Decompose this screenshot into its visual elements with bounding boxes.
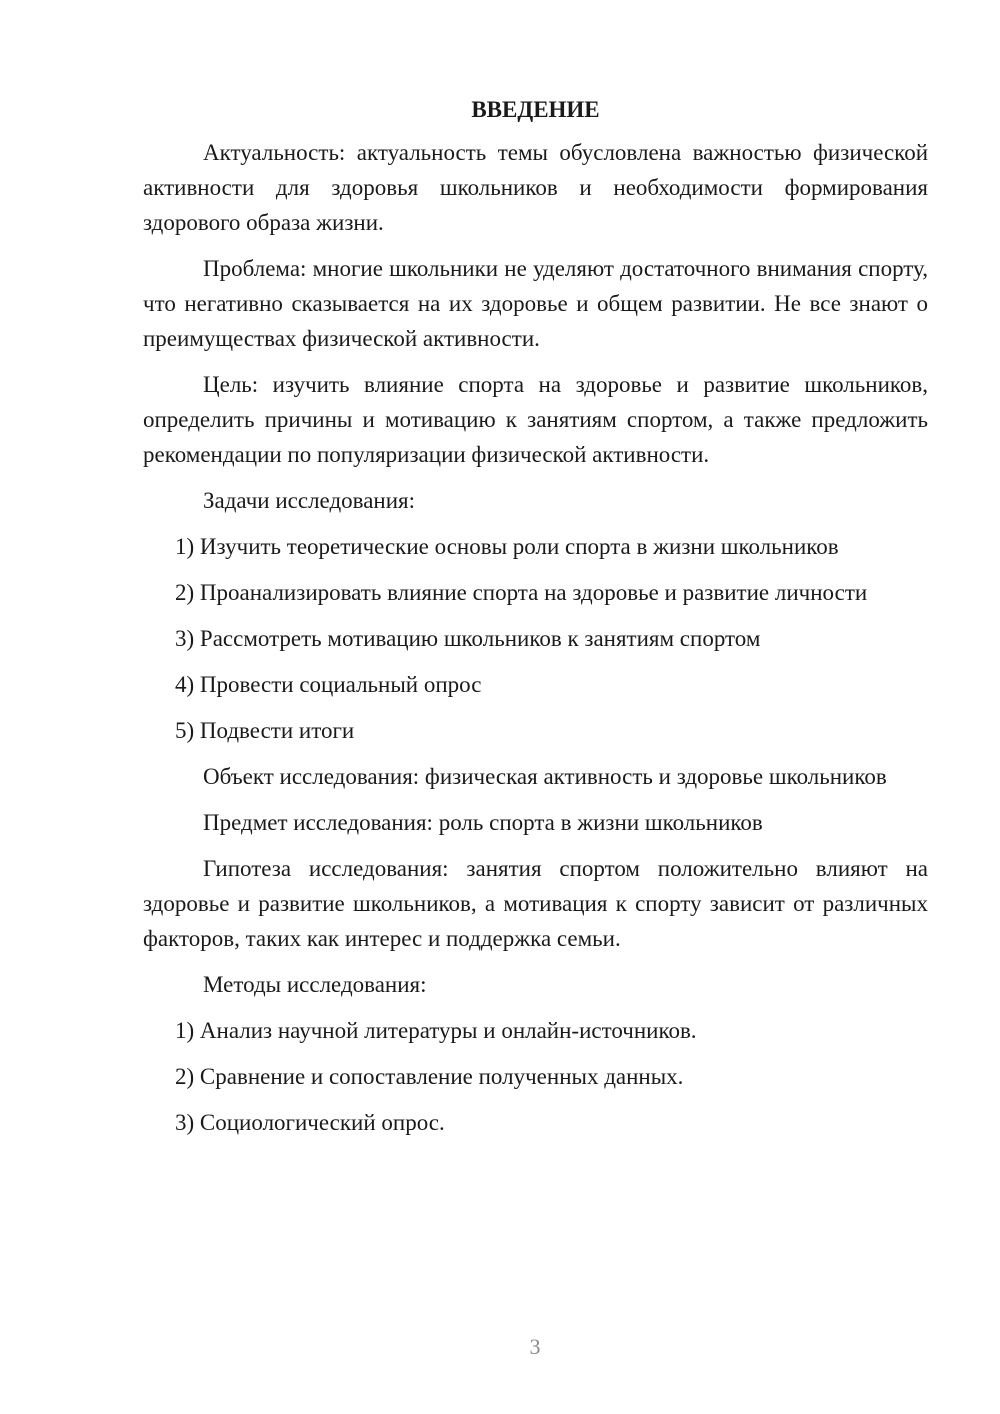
list-item: 2) Сравнение и сопоставление полученных данных.: [175, 1064, 684, 1089]
methods-heading: Методы исследования:: [203, 972, 427, 997]
list-item: 1) Анализ научной литературы и онлайн-источников.: [175, 1018, 697, 1043]
list-item: 4) Провести социальный опрос: [175, 672, 482, 697]
list-item: 3) Рассмотреть мотивацию школьников к занятиям спортом: [175, 626, 761, 651]
tasks-heading: Задачи исследования:: [203, 488, 416, 513]
list-item: 1) Изучить теоретические основы роли спорта в жизни школьников: [175, 534, 839, 559]
object-paragraph: Объект исследования: физическая активность и здоровье школьников: [203, 764, 887, 789]
list-item: 2) Проанализировать влияние спорта на здоровье и развитие личности: [175, 580, 868, 605]
methods-list: [143, 1013, 928, 1140]
problem-paragraph: Проблема: многие школьники не уделяют достаточного внимания спорту, что негативно сказывается на их здоровье и общем развитии. Не все знают о преимуществах физической активности.: [143, 256, 928, 351]
relevance-paragraph: Актуальность: актуальность темы обусловлена важностью физической активности для здоровья школьников и необходимости формирования здорового образа жизни.: [143, 140, 928, 235]
tasks-list: [143, 529, 928, 748]
page-number: 3: [529, 1334, 541, 1359]
list-item: 3) Социологический опрос.: [175, 1110, 445, 1135]
list-item: 5) Подвести итоги: [175, 718, 355, 743]
goal-paragraph: Цель: изучить влияние спорта на здоровье и развитие школьников, определить причины и мотивацию к занятиям спортом, а также предложить рекомендации по популяризации физической активности.: [143, 372, 928, 467]
document-page: [143, 92, 928, 1151]
subject-paragraph: Предмет исследования: роль спорта в жизни школьников: [203, 810, 763, 835]
hypothesis-paragraph: Гипотеза исследования: занятия спортом положительно влияют на здоровье и развитие школьников, а мотивация к спорту зависит от различных факторов, таких как интерес и поддержка семьи.: [143, 856, 928, 951]
section-title: ВВЕДЕНИЕ: [471, 97, 600, 122]
